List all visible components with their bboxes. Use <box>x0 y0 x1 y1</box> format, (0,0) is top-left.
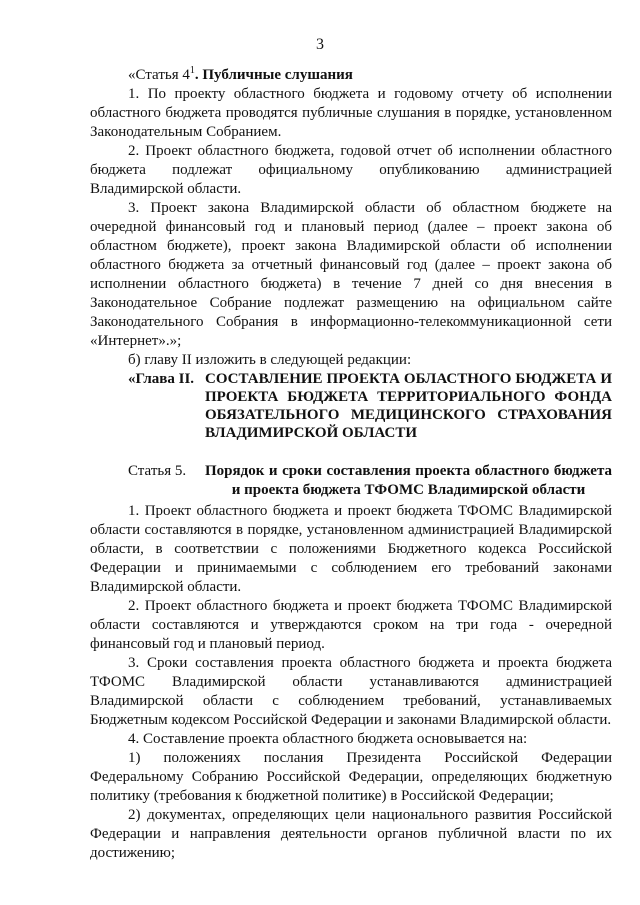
article-4-title: . Публичные слушания <box>194 67 353 83</box>
article-5-item-1: 1) положениях послания Президента Российской Федерации Федеральному Собранию Российской Федерации, определяющих бюджетную политику (требования к бюджетной политике) в Российской Федерации; <box>90 750 612 804</box>
page-number: 3 <box>316 36 324 53</box>
chapter-2-lead: «Глава II. <box>128 371 195 387</box>
article-5-item-2: 2) документах, определяющих цели национального развития Российской Федерации и направления деятельности органов публичной власти по их достижению; <box>90 807 612 861</box>
article-5-paragraph-2: 2. Проект областного бюджета и проект бюджета ТФОМС Владимирской области составляются и утверждаются сроком на три года - очередной финансовый год и плановый период. <box>90 598 612 652</box>
article-5-paragraph-3: 3. Сроки составления проекта областного бюджета и проекта бюджета ТФОМС Владимирской области устанавливаются администрацией Владимирской области с соблюдением требований, устанавливаемых Бюджетным кодексом Российской Федерации и законами Владимирской области. <box>90 655 612 728</box>
article-5-heading <box>90 462 612 500</box>
article-5-paragraph-1: 1. Проект областного бюджета и проект бюджета ТФОМС Владимирской области составляются в порядке, установленном администрацией Владимирской области, в соответствии с положениями Бюджетного кодекса Российской Федерации и принимаемыми с соблюдением его требований законами Владимирской области. <box>90 503 612 595</box>
article-5-title: Порядок и сроки составления проекта областного бюджета и проекта бюджета ТФОМС Владимирской области <box>205 463 612 498</box>
article-4-superscript: 1 <box>189 65 195 76</box>
chapter-2-title: СОСТАВЛЕНИЕ ПРОЕКТА ОБЛАСТНОГО БЮДЖЕТА И ПРОЕКТА БЮДЖЕТА ТЕРРИТОРИАЛЬНОГО ФОНДА ОБЯЗАТЕЛЬНОГО МЕДИЦИНСКОГО СТРАХОВАНИЯ ВЛАДИМИРСКОЙ ОБЛАСТИ <box>205 371 612 441</box>
article-4-paragraph-3: 3. Проект закона Владимирской области об областном бюджете на очередной финансовый год и плановый период (далее – проект закона об областном бюджете), проект закона Владимирской области об исполнении областного бюджета за отчетный финансовый год (далее – проект закона об исполнении областного бюджета) в течение 7 дней со дня внесения в Законодательное Собрание подлежат размещению на официальном сайте Законодательного Собрания в информационно-телекоммуникационной сети «Интернет».»; <box>90 200 612 349</box>
item-b: б) главу II изложить в следующей редакции: <box>128 352 412 368</box>
article-4-heading <box>90 66 612 85</box>
article-4-prefix: «Статья 4 <box>128 67 190 83</box>
chapter-2-heading <box>90 370 612 442</box>
article-4-paragraph-1: 1. По проекту областного бюджета и годовому отчету об исполнении областного бюджета проводятся публичные слушания в порядке, установленном Законодательным Собранием. <box>90 86 612 140</box>
document-body <box>90 66 612 863</box>
article-5-lead: Статья 5. <box>128 463 187 479</box>
article-5-paragraph-4: 4. Составление проекта областного бюджета основывается на: <box>128 731 528 747</box>
article-4-paragraph-2: 2. Проект областного бюджета, годовой отчет об исполнении областного бюджета подлежат официальному опубликованию администрацией Владимирской области. <box>90 143 612 197</box>
